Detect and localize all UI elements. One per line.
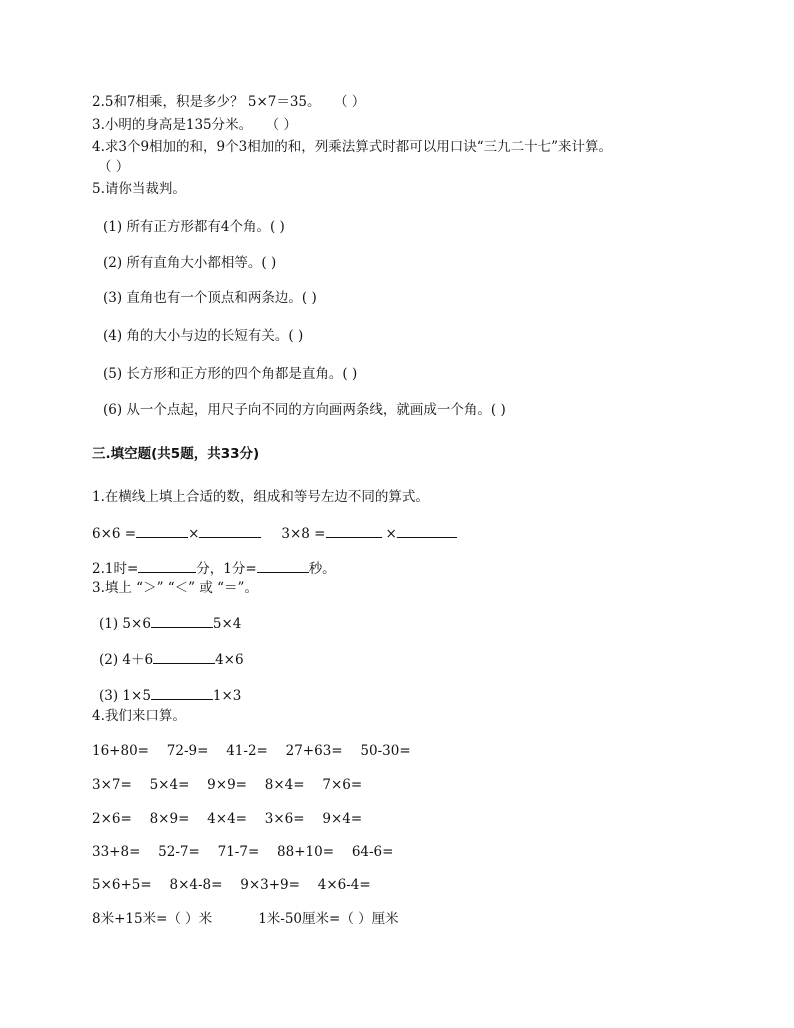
judge-item-4: (4) 角的大小与边的长短有关。( ) <box>103 328 304 344</box>
blank-b2[interactable] <box>397 524 457 538</box>
times-b: × <box>385 526 397 542</box>
calc-row-1: 16+80= 72-9= 41-2= 27+63= 50-30= <box>92 743 411 759</box>
judge-question-4: 4.求3个9相加的和，9个3相加的和，列乘法算式时都可以用口诀“三九二十七”来计算。 <box>92 139 613 155</box>
judge-question-4-answer: （ ） <box>98 159 130 175</box>
calc-row-4: 33+8= 52-7= 71-7= 88+10= 64-6= <box>92 844 394 860</box>
blank-minutes[interactable] <box>138 559 196 573</box>
judge-question-2: 2.5和7相乘，积是多少？ 5×7＝35。 （ ） <box>92 94 366 110</box>
compare-2-left: (2) 4＋6 <box>99 652 154 668</box>
times-a: × <box>188 526 200 542</box>
calc-row-3: 2×6= 8×9= 4×4= 3×6= 9×4= <box>92 811 363 827</box>
compare-2-right: 4×6 <box>215 652 244 668</box>
blank-a1[interactable] <box>136 524 188 538</box>
q2-mid: 分，1分= <box>196 561 257 577</box>
compare-1-left: (1) 5×6 <box>99 616 151 632</box>
compare-3-left: (3) 1×5 <box>99 688 151 704</box>
calc-row-2: 3×7= 5×4= 9×9= 8×4= 7×6= <box>92 777 363 793</box>
q2-suffix: 秒。 <box>308 561 336 577</box>
compare-1-blank[interactable] <box>151 614 213 628</box>
blank-a2[interactable] <box>199 524 261 538</box>
compare-3-blank[interactable] <box>151 686 213 700</box>
q2-prefix: 2.1时= <box>92 561 139 577</box>
compare-1-right: 5×4 <box>212 616 242 632</box>
blank-seconds[interactable] <box>257 559 309 573</box>
compare-item-2 <box>99 650 244 669</box>
judge-item-5: (5) 长方形和正方形的四个角都是直角。( ) <box>103 366 358 382</box>
expr-b-label: 3×8 = <box>281 526 326 542</box>
units-b: 1米-50厘米=（ ）厘米 <box>258 911 399 927</box>
fill-question-1-expressions <box>92 524 457 543</box>
units-row <box>92 910 399 928</box>
compare-item-3 <box>99 686 241 705</box>
judge-question-3: 3.小明的身高是135分米。 （ ） <box>92 117 297 133</box>
judge-item-6: (6) 从一个点起，用尺子向不同的方向画两条线，就画成一个角。( ) <box>103 402 506 418</box>
fill-question-4: 4.我们来口算。 <box>92 708 186 724</box>
fill-question-1: 1.在横线上填上合适的数，组成和等号左边不同的算式。 <box>92 489 429 505</box>
compare-3-right: 1×3 <box>212 688 242 704</box>
blank-b1[interactable] <box>326 524 382 538</box>
judge-question-5: 5.请你当裁判。 <box>92 181 186 197</box>
compare-2-blank[interactable] <box>153 650 215 664</box>
expr-a-label: 6×6 = <box>92 526 137 542</box>
judge-item-3: (3) 直角也有一个顶点和两条边。( ) <box>103 290 317 306</box>
section-3-title: 三.填空题(共5题，共33分) <box>92 446 260 462</box>
judge-item-1: (1) 所有正方形都有4个角。( ) <box>103 219 285 235</box>
fill-question-3: 3.填上 “＞” “＜” 或 “＝”。 <box>92 580 258 596</box>
compare-item-1 <box>99 614 241 633</box>
units-a: 8米+15米=（ ）米 <box>92 911 213 927</box>
judge-item-2: (2) 所有直角大小都相等。( ) <box>103 255 277 271</box>
fill-question-2 <box>92 559 336 578</box>
calc-row-5: 5×6+5= 8×4-8= 9×3+9= 4×6-4= <box>92 877 371 893</box>
